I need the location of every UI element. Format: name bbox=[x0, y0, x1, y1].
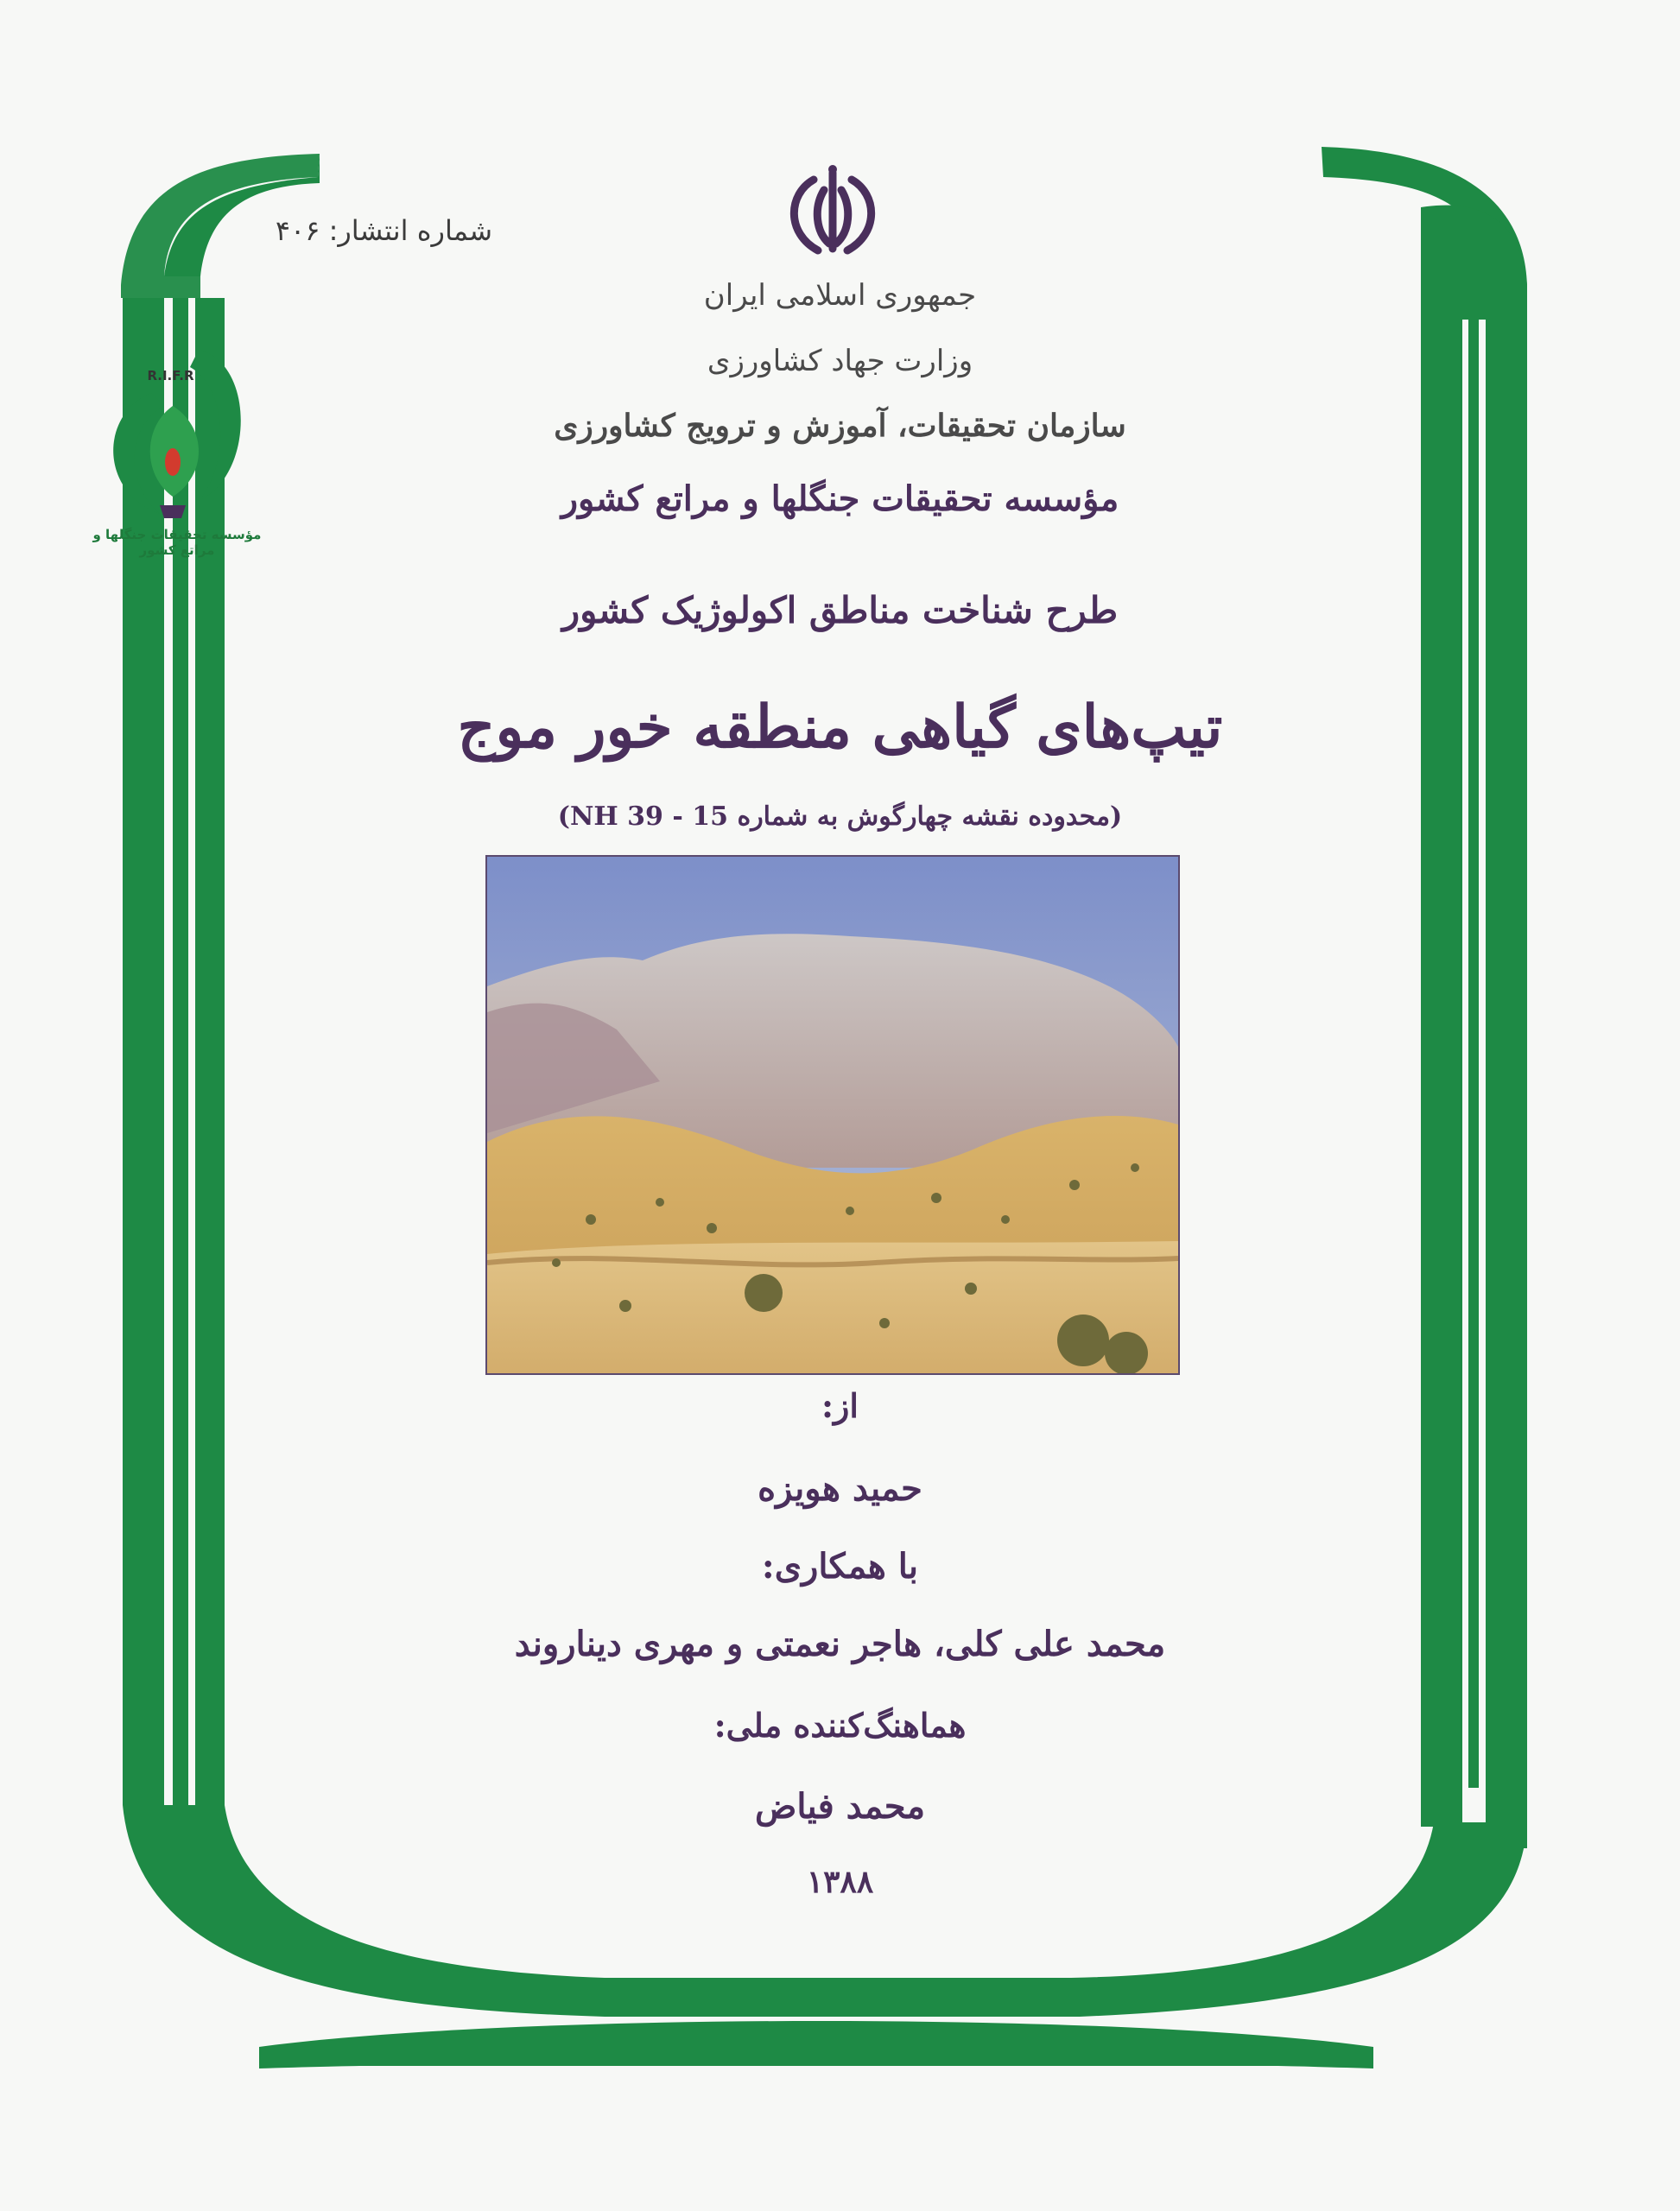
institute-name: مؤسسه تحقیقات جنگلها و مراتع کشور bbox=[561, 478, 1119, 519]
publication-number: شماره انتشار: ۴۰۶ bbox=[275, 214, 492, 247]
project-title: طرح شناخت مناطق اکولوژیک کشور bbox=[561, 589, 1119, 631]
collaboration-label: با همکاری: bbox=[761, 1546, 919, 1587]
page-title: تیپ‌های گیاهی منطقه خور موج bbox=[457, 693, 1223, 762]
coordinator-name: محمد فیاض bbox=[754, 1786, 926, 1827]
page-subtitle: (محدوده نقشه چهارگوش به شماره 15 - NH 39) bbox=[557, 801, 1123, 832]
collaborators-names: محمد علی کلی، هاجر نعمتی و مهری دیناروند bbox=[514, 1624, 1166, 1664]
coordinator-label: هماهنگ‌کننده ملی: bbox=[713, 1706, 967, 1745]
author-name: حمید هویزه bbox=[758, 1468, 922, 1509]
publication-year: ۱۳۸۸ bbox=[806, 1864, 874, 1900]
logo-caption: مؤسسه تحقیقات جنگلها و مراتع کشور bbox=[92, 527, 262, 558]
logo-label: R.I.F.R bbox=[147, 368, 194, 383]
iran-emblem-icon bbox=[779, 164, 886, 257]
ministry-name: وزارت جهاد کشاورزی bbox=[707, 344, 973, 378]
by-label: از: bbox=[821, 1386, 859, 1425]
country-name: جمهوری اسلامی ایران bbox=[703, 278, 977, 313]
landscape-photo bbox=[485, 855, 1180, 1375]
organization-name: سازمان تحقیقات، آموزش و ترویج کشاورزی bbox=[554, 408, 1126, 444]
